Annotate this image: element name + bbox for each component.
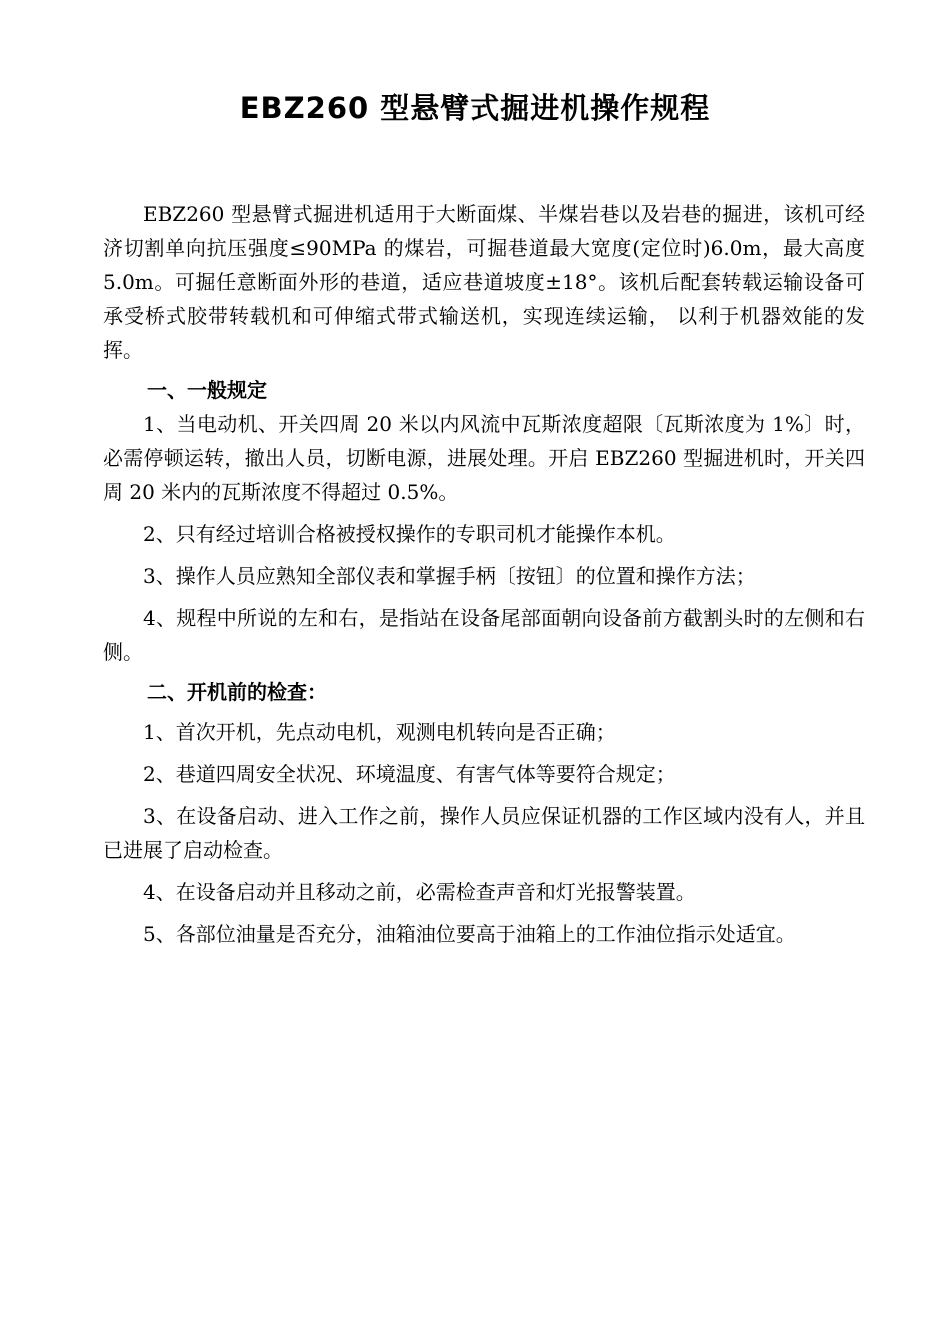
pre-start-check-item: 4、在设备启动并且移动之前，必需检查声音和灯光报警装置。	[143, 880, 696, 904]
document-title: EBZ260 型悬臂式掘进机操作规程	[239, 91, 711, 125]
general-rule-item: 4、规程中所说的左和右，是指站在设备尾部面朝向设备前方截割头时的左侧和右侧。	[103, 606, 865, 664]
general-rule-item: 2、只有经过培训合格被授权操作的专职司机才能操作本机。	[143, 522, 676, 546]
pre-start-check-item: 1、首次开机，先点动电机，观测电机转向是否正确；	[143, 720, 616, 744]
general-rule-item: 1、当电动机、开关四周 20 米以内风流中瓦斯浓度超限〔瓦斯浓度为 1%〕时，必需停顿运转，撤出人员，切断电源，进展处理。开启 EBZ260 型掘进机时，开关四周 20 米内的瓦斯浓度不得超过 0.5%。	[103, 412, 865, 504]
document-body	[103, 197, 865, 951]
pre-start-check-item: 5、各部位油量是否充分，油箱油位要高于油箱上的工作油位指示处适宜。	[143, 922, 796, 946]
section-heading-pre-start-check: 二、开机前的检查：	[147, 680, 327, 704]
section-heading-general-rules: 一、一般规定	[147, 378, 267, 402]
intro-paragraph: EBZ260 型悬臂式掘进机适用于大断面煤、半煤岩巷以及岩巷的掘进，该机可经济切割单向抗压强度≤90MPa 的煤岩，可掘巷道最大宽度(定位时)6.0m，最大高度 5.0m。可掘任意断面外形的巷道，适应巷道坡度±18°。该机后配套转载运输设备可承受桥式胶带转载机和可伸缩式带式输送机，实现连续运输， 以利于机器效能的发挥。	[103, 202, 865, 362]
pre-start-check-item: 3、在设备启动、进入工作之前，操作人员应保证机器的工作区域内没有人，并且已进展了启动检查。	[103, 804, 865, 862]
general-rule-item: 3、操作人员应熟知全部仪表和掌握手柄〔按钮〕的位置和操作方法；	[143, 564, 756, 588]
pre-start-check-item: 2、巷道四周安全状况、环境温度、有害气体等要符合规定；	[143, 762, 676, 786]
